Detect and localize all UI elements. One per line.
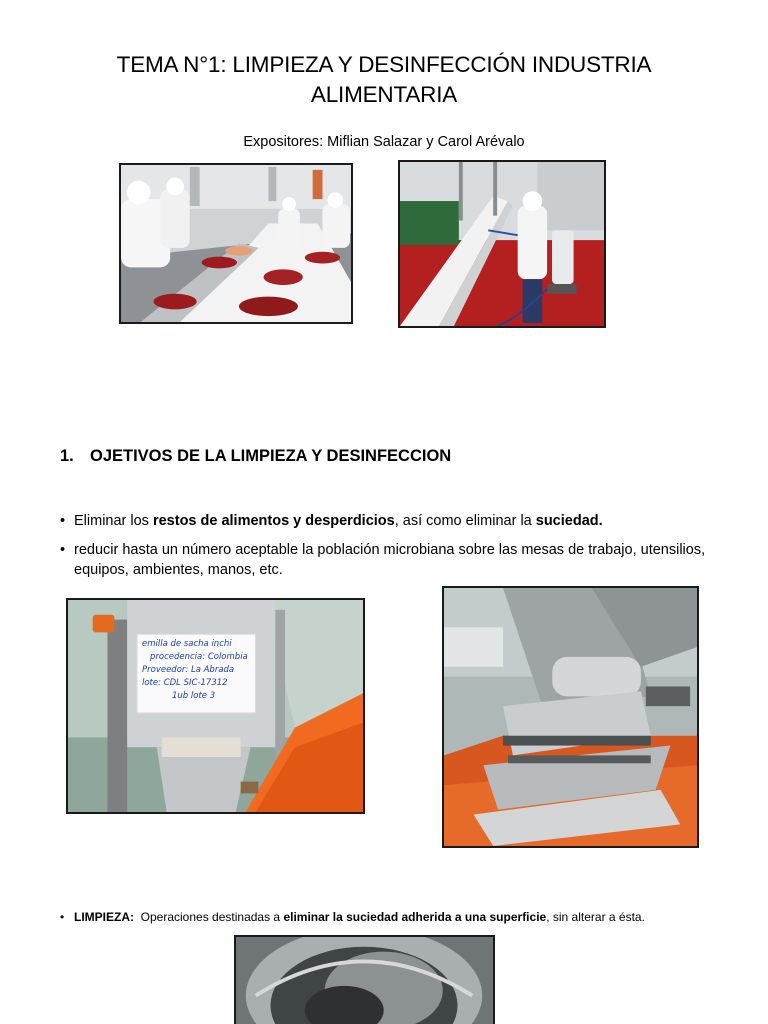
title-line-1: TEMA N°1: LIMPIEZA Y DESINFECCIÓN INDUSTRIA bbox=[116, 52, 652, 77]
bullet-marker: • bbox=[60, 542, 66, 558]
steel-chute-illustration bbox=[444, 588, 697, 846]
steel-bowl-illustration bbox=[236, 937, 493, 1024]
meat-processing-photo bbox=[119, 163, 353, 324]
hopper-label-photo bbox=[66, 598, 365, 814]
objective-text: Eliminar los bbox=[74, 513, 153, 529]
hopper-label-illustration bbox=[68, 600, 363, 812]
note-line: Proveedor: La Abrada bbox=[142, 665, 235, 675]
objectives-list-2 bbox=[60, 540, 720, 580]
definition-text: Operaciones destinadas a bbox=[134, 910, 284, 924]
objective-text: reducir hasta un número aceptable la población microbiana sobre las mesas de trabajo, utensilios, equipos, ambientes, manos, etc. bbox=[74, 542, 706, 578]
section-heading-text: OJETIVOS DE LA LIMPIEZA Y DESINFECCION bbox=[90, 447, 452, 465]
note-line: lote: CDL SIC-17312 bbox=[142, 678, 228, 688]
objectives-list bbox=[60, 511, 720, 531]
presenters-subtitle: Expositores: Miflian Salazar y Carol Arévalo bbox=[243, 134, 525, 150]
objective-bold: suciedad. bbox=[535, 513, 603, 529]
page-title bbox=[60, 50, 708, 110]
section-heading bbox=[60, 447, 451, 466]
conveyor-cleaning-illustration bbox=[400, 162, 604, 326]
objective-item bbox=[60, 511, 720, 531]
objective-text: , así como eliminar la bbox=[394, 513, 536, 529]
note-line: emilla de sacha inchi bbox=[142, 639, 232, 649]
definition-term: LIMPIEZA bbox=[74, 910, 130, 924]
objective-item bbox=[60, 540, 720, 580]
definition-item bbox=[60, 909, 720, 926]
bullet-marker: • bbox=[60, 513, 66, 529]
conveyor-cleaning-photo bbox=[398, 160, 606, 328]
definition-colon: : bbox=[130, 910, 134, 924]
section-number: 1. bbox=[60, 447, 74, 465]
note-line: 1ub lote 3 bbox=[172, 691, 216, 701]
title-line-2: ALIMENTARIA bbox=[310, 82, 458, 107]
steel-chute-photo bbox=[442, 586, 699, 848]
definition-text: , sin alterar a ésta. bbox=[546, 910, 645, 924]
definition-bold: eliminar la suciedad adherida a una superficie bbox=[283, 910, 547, 924]
handwritten-note bbox=[142, 638, 258, 703]
bullet-marker: • bbox=[60, 910, 65, 924]
limpieza-definition bbox=[60, 909, 720, 926]
meat-processing-illustration bbox=[121, 165, 351, 322]
note-line: procedencia: Colombia bbox=[150, 652, 248, 662]
steel-bowl-photo bbox=[234, 935, 495, 1024]
objective-bold: restos de alimentos y desperdicios bbox=[152, 513, 395, 529]
